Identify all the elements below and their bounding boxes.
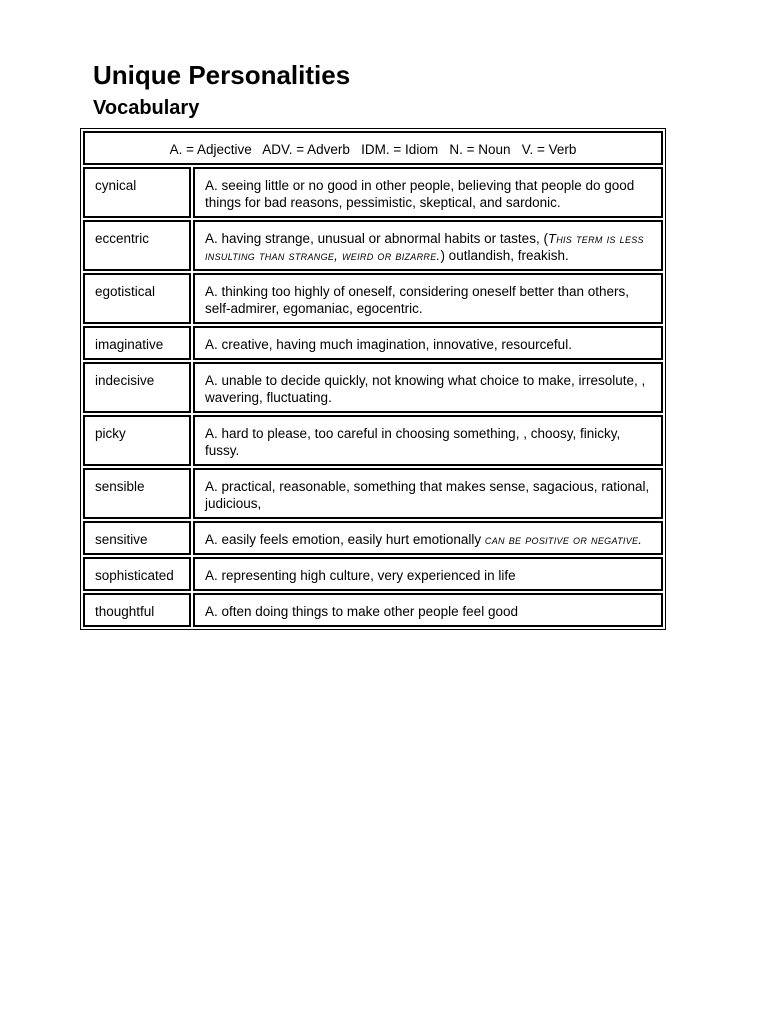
vocab-term: picky bbox=[83, 415, 191, 466]
vocab-term: indecisive bbox=[83, 362, 191, 413]
part-of-speech-legend: A. = Adjective ADV. = Adverb IDM. = Idiom N. = Noun V. = Verb bbox=[83, 131, 663, 165]
vocab-term: egotistical bbox=[83, 273, 191, 324]
definition-text: A. creative, having much imagination, innovative, resourceful. bbox=[205, 337, 572, 352]
table-row bbox=[83, 468, 663, 519]
table-row bbox=[83, 362, 663, 413]
vocab-term: cynical bbox=[83, 167, 191, 218]
page-title: Unique Personalities bbox=[93, 60, 351, 90]
vocab-definition bbox=[193, 167, 663, 218]
definition-text: A. representing high culture, very experienced in life bbox=[205, 568, 516, 583]
vocab-definition bbox=[193, 593, 663, 627]
definition-text: A. hard to please, too careful in choosing something, , choosy, finicky, fussy. bbox=[205, 426, 621, 458]
usage-note: can be positive or negative. bbox=[484, 532, 643, 547]
table-row bbox=[83, 273, 663, 324]
vocab-definition bbox=[193, 557, 663, 591]
table-row bbox=[83, 220, 663, 271]
usage-note: This term is less insulting than strange, weird or bizarre. bbox=[205, 231, 644, 263]
definition-text: A. thinking too highly of oneself, considering oneself better than others, self-admirer, egomaniac, egocentric. bbox=[205, 284, 630, 316]
vocabulary-table bbox=[80, 128, 666, 630]
vocab-definition bbox=[193, 273, 663, 324]
vocab-definition bbox=[193, 362, 663, 413]
vocab-term: sensible bbox=[83, 468, 191, 519]
definition-continuation: ) outlandish, freakish. bbox=[440, 248, 569, 263]
vocab-term: thoughtful bbox=[83, 593, 191, 627]
definition-text: A. seeing little or no good in other people, believing that people do good things for bad reasons, pessimistic, skeptical, and sardonic. bbox=[205, 178, 635, 210]
vocab-definition bbox=[193, 220, 663, 271]
vocab-definition bbox=[193, 521, 663, 555]
table-row bbox=[83, 326, 663, 360]
vocab-definition bbox=[193, 415, 663, 466]
vocab-term: eccentric bbox=[83, 220, 191, 271]
table-row bbox=[83, 521, 663, 555]
vocab-term: sensitive bbox=[83, 521, 191, 555]
vocab-term: imaginative bbox=[83, 326, 191, 360]
definition-text: A. easily feels emotion, easily hurt emotionally bbox=[205, 532, 485, 547]
table-row bbox=[83, 167, 663, 218]
table-row bbox=[83, 415, 663, 466]
table-row bbox=[83, 593, 663, 627]
definition-text: A. practical, reasonable, something that makes sense, sagacious, rational, judicious, bbox=[205, 479, 650, 511]
definition-text: A. often doing things to make other people feel good bbox=[205, 604, 518, 619]
page-subtitle: Vocabulary bbox=[93, 97, 200, 119]
definition-text: A. having strange, unusual or abnormal habits or tastes, ( bbox=[205, 231, 548, 246]
definition-text: A. unable to decide quickly, not knowing what choice to make, irresolute, , wavering, fluctuating. bbox=[205, 373, 646, 405]
legend-row bbox=[83, 131, 663, 165]
table-row bbox=[83, 557, 663, 591]
vocab-term: sophisticated bbox=[83, 557, 191, 591]
vocab-definition bbox=[193, 468, 663, 519]
vocab-definition bbox=[193, 326, 663, 360]
